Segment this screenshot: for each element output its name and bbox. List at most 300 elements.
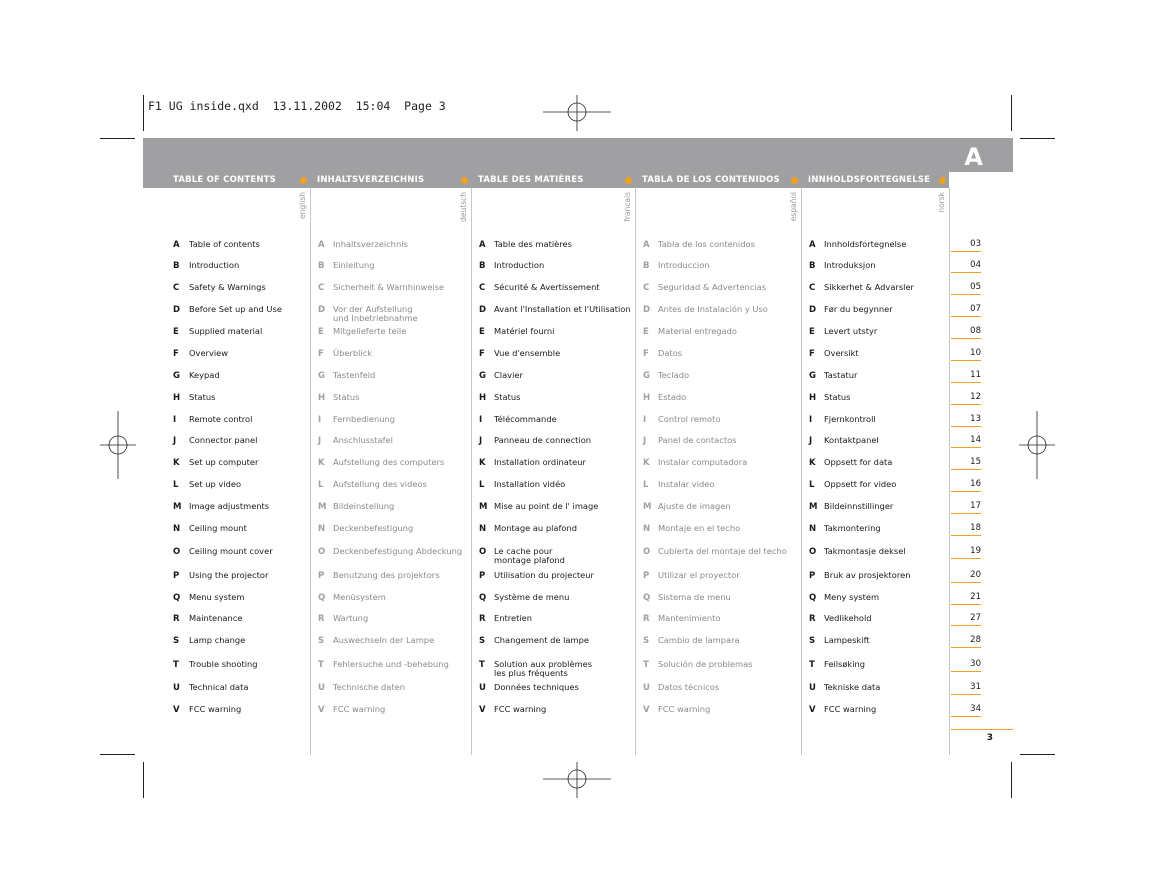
page-reference[interactable]	[951, 457, 981, 470]
file-slug: F1 UG inside.qxd 13.11.2002 15:04 Page 3	[148, 99, 446, 113]
page-reference[interactable]	[951, 635, 981, 648]
entry-title: FCC warning	[189, 704, 242, 714]
entry-letter: E	[643, 327, 649, 337]
entry-letter: V	[643, 705, 650, 715]
entry-title: Mise au point de l' image	[494, 501, 599, 511]
entry-letter: P	[643, 571, 650, 581]
entry-letter: L	[479, 480, 485, 490]
page-reference[interactable]	[951, 501, 981, 514]
entry-title: Überblick	[333, 348, 373, 358]
page-reference-number: 04	[970, 260, 981, 270]
entry-title: Tekniske data	[824, 682, 881, 692]
page-number	[951, 729, 1013, 743]
entry-title: Technical data	[189, 682, 249, 692]
entry-title: Status	[189, 392, 216, 402]
entry-title: Bruk av prosjektoren	[824, 570, 911, 580]
page-reference[interactable]	[951, 479, 981, 492]
entry-title: Changement de lampe	[494, 635, 589, 645]
page-reference-number: 27	[970, 613, 981, 623]
entry-letter: M	[173, 502, 182, 512]
entry-title: Sistema de menu	[658, 592, 731, 602]
entry-letter: U	[173, 683, 180, 693]
entry-title: Instalar computadora	[658, 457, 748, 467]
entry-letter: O	[479, 547, 487, 557]
page-number-text: 3	[986, 733, 993, 743]
entry-title: Instalar video	[658, 479, 715, 489]
entry-title: Clavier	[494, 370, 523, 380]
page-reference-number: 28	[970, 635, 981, 645]
entry-letter: D	[318, 305, 326, 315]
bullet-dot-icon	[625, 177, 632, 184]
entry-title: Système de menu	[494, 592, 570, 602]
entry-title: Wartung	[333, 613, 369, 623]
entry-letter: B	[809, 261, 816, 271]
entry-letter: R	[173, 614, 180, 624]
page-reference-number: 05	[970, 282, 981, 292]
entry-letter: P	[173, 571, 180, 581]
entry-letter: E	[479, 327, 485, 337]
entry-title: Table of contents	[189, 239, 260, 249]
entry-letter: T	[479, 660, 485, 670]
page-reference[interactable]	[951, 592, 981, 605]
entry-letter: V	[173, 705, 180, 715]
entry-letter: N	[318, 524, 326, 534]
entry-letter: N	[643, 524, 651, 534]
entry-letter: I	[809, 415, 813, 425]
page-reference-number: 31	[970, 682, 981, 692]
entry-title: Sicherheit & Warnhinweise	[333, 282, 445, 292]
entry-title: Données techniques	[494, 682, 579, 692]
section-letter: A	[964, 143, 983, 171]
crop-mark	[1011, 762, 1012, 798]
entry-title: Set up computer	[189, 457, 259, 467]
entry-title: Cubierta del montaje del techo	[658, 546, 787, 556]
entry-title: Bildeinnstillinger	[824, 501, 894, 511]
column-header-title: INHALTSVERZEICHNIS	[317, 175, 425, 185]
entry-letter: D	[173, 305, 181, 315]
column-header-title: TABLE DES MATIÈRES	[478, 175, 584, 185]
entry-letter: T	[809, 660, 815, 670]
entry-letter: U	[318, 683, 325, 693]
page-reference-number: 03	[970, 239, 981, 249]
page-reference[interactable]	[951, 704, 981, 717]
page-reference[interactable]	[951, 414, 981, 427]
entry-title: Anschlusstafel	[333, 435, 393, 445]
entry-title: Ajuste de imagen	[658, 501, 731, 511]
entry-letter: T	[173, 660, 179, 670]
entry-letter: J	[479, 436, 483, 446]
entry-letter: L	[318, 480, 324, 490]
entry-title: Datos	[658, 348, 683, 358]
entry-letter: F	[173, 349, 179, 359]
entry-letter: V	[318, 705, 325, 715]
entry-letter: B	[643, 261, 650, 271]
entry-title: Menüsystem	[333, 592, 386, 602]
entry-title: Oversikt	[824, 348, 859, 358]
entry-letter: Q	[643, 593, 651, 603]
entry-title: Før du begynner	[824, 304, 893, 314]
entry-letter: V	[809, 705, 816, 715]
entry-letter: P	[479, 571, 486, 581]
entry-title: Tastatur	[824, 370, 858, 380]
entry-letter: R	[809, 614, 816, 624]
entry-letter: T	[643, 660, 649, 670]
entry-title: Before Set up and Use	[189, 304, 282, 314]
entry-letter: R	[479, 614, 486, 624]
entry-title: Avant l'Installation et l'Utilisation	[494, 304, 631, 314]
entry-letter: Q	[809, 593, 817, 603]
entry-letter: C	[643, 283, 650, 293]
entry-title: Fernbedienung	[333, 414, 396, 424]
bullet-dot-icon	[791, 177, 798, 184]
page-reference[interactable]	[951, 523, 981, 536]
entry-title: Menu system	[189, 592, 245, 602]
entry-title: Introduccion	[658, 260, 710, 270]
entry-letter: K	[318, 458, 325, 468]
entry-letter: E	[318, 327, 324, 337]
registration-mark-icon	[543, 762, 611, 798]
column-header	[310, 172, 471, 188]
entry-letter: B	[318, 261, 325, 271]
page-reference-number: 17	[970, 501, 981, 511]
entry-letter: G	[318, 371, 325, 381]
page-reference-number: 16	[970, 479, 981, 489]
entry-letter: S	[479, 636, 486, 646]
page-reference-number: 34	[970, 704, 981, 714]
entry-title: Datos técnicos	[658, 682, 720, 692]
entry-title: Lampeskift	[824, 635, 870, 645]
entry-letter: C	[479, 283, 486, 293]
entry-title: Status	[494, 392, 521, 402]
entry-title: Fehlersuche und -behebung	[333, 659, 449, 669]
entry-letter: O	[173, 547, 181, 557]
entry-letter: J	[643, 436, 647, 446]
entry-letter: K	[809, 458, 816, 468]
entry-letter: P	[318, 571, 325, 581]
bullet-dot-icon	[300, 177, 307, 184]
column-divider	[801, 188, 802, 755]
entry-title: Installation ordinateur	[494, 457, 586, 467]
registration-mark-icon	[543, 95, 611, 131]
entry-letter: M	[318, 502, 327, 512]
entry-title: Teclado	[658, 370, 690, 380]
entry-letter: L	[643, 480, 649, 490]
entry-title: Oppsett for video	[824, 479, 897, 489]
entry-title: FCC warning	[494, 704, 547, 714]
crop-mark	[1020, 138, 1055, 139]
entry-letter: N	[479, 524, 487, 534]
entry-letter: G	[643, 371, 650, 381]
crop-mark	[1020, 754, 1055, 755]
entry-title: Inhaltsverzeichnis	[333, 239, 408, 249]
entry-title: Panel de contactos	[658, 435, 737, 445]
entry-letter: F	[809, 349, 815, 359]
page-reference[interactable]	[951, 326, 981, 339]
entry-title: Introduction	[494, 260, 545, 270]
entry-title: Feilsøking	[824, 659, 866, 669]
entry-title: Status	[333, 392, 360, 402]
entry-letter: H	[643, 393, 651, 403]
entry-letter: F	[643, 349, 649, 359]
language-label: francais	[623, 192, 632, 222]
entry-title: Mantenimiento	[658, 613, 721, 623]
page-reference[interactable]	[951, 435, 981, 448]
entry-letter: N	[173, 524, 181, 534]
entry-letter: Q	[173, 593, 181, 603]
entry-letter: H	[479, 393, 487, 403]
crop-mark	[143, 95, 144, 131]
entry-letter: K	[173, 458, 180, 468]
entry-letter: M	[809, 502, 818, 512]
entry-letter: F	[479, 349, 485, 359]
column-header	[471, 172, 635, 188]
entry-title: Technische daten	[333, 682, 405, 692]
entry-title: Deckenbefestigung Abdeckung	[333, 546, 463, 556]
entry-title: Trouble shooting	[189, 659, 258, 669]
entry-letter: O	[318, 547, 326, 557]
entry-title: Safety & Warnings	[189, 282, 266, 292]
entry-title: Levert utstyr	[824, 326, 878, 336]
entry-letter: D	[643, 305, 651, 315]
entry-title: Set up video	[189, 479, 242, 489]
entry-title: Vor der Aufstellung und Inbetriebnahme	[333, 304, 418, 323]
entry-title: Remote control	[189, 414, 253, 424]
entry-title: Control remoto	[658, 414, 721, 424]
entry-letter: A	[809, 240, 816, 250]
entry-title: Keypad	[189, 370, 220, 380]
entry-title: Deckenbefestigung	[333, 523, 414, 533]
entry-letter: I	[643, 415, 647, 425]
entry-title: Takmontasje deksel	[824, 546, 906, 556]
entry-letter: M	[643, 502, 652, 512]
entry-letter: O	[809, 547, 817, 557]
column-header	[143, 172, 310, 188]
entry-letter: A	[643, 240, 650, 250]
entry-title: Panneau de connection	[494, 435, 592, 445]
entry-title: Introduction	[189, 260, 240, 270]
entry-letter: Q	[479, 593, 487, 603]
entry-letter: U	[809, 683, 816, 693]
entry-letter: P	[809, 571, 816, 581]
entry-title: Solution aux problèmes les plus fréquents	[494, 659, 593, 678]
page-reference-number: 15	[970, 457, 981, 467]
entry-title: Solución de problemas	[658, 659, 753, 669]
entry-title: Entretien	[494, 613, 533, 623]
entry-title: Table des matières	[494, 239, 572, 249]
entry-title: Vedlikehold	[824, 613, 872, 623]
entry-letter: U	[479, 683, 486, 693]
entry-title: Ceiling mount	[189, 523, 247, 533]
column-header-title: TABLA DE LOS CONTENIDOS	[642, 175, 780, 185]
entry-letter: H	[318, 393, 326, 403]
entry-letter: K	[643, 458, 650, 468]
language-label: deutsch	[459, 192, 468, 222]
page-reference-number: 18	[970, 523, 981, 533]
column-divider	[635, 188, 636, 755]
entry-title: Einleitung	[333, 260, 375, 270]
entry-title: Utilisation du projecteur	[494, 570, 594, 580]
entry-title: Meny system	[824, 592, 880, 602]
page-reference-number: 07	[970, 304, 981, 314]
entry-letter: J	[173, 436, 177, 446]
entry-letter: Q	[318, 593, 326, 603]
entry-title: Tastenfeld	[333, 370, 376, 380]
page-reference-number: 11	[970, 370, 981, 380]
entry-letter: S	[318, 636, 325, 646]
page-reference-number: 13	[970, 414, 981, 424]
entry-letter: S	[173, 636, 180, 646]
section-banner	[143, 138, 1013, 172]
column-header-title: INNHOLDSFORTEGNELSE	[808, 175, 931, 185]
entry-title: Fjernkontroll	[824, 414, 876, 424]
entry-letter: J	[318, 436, 322, 446]
entry-letter: G	[809, 371, 816, 381]
entry-title: Aufstellung des computers	[333, 457, 445, 467]
entry-letter: E	[809, 327, 815, 337]
page-reference-number: 14	[970, 435, 981, 445]
entry-title: Auswechseln der Lampe	[333, 635, 435, 645]
bullet-dot-icon	[939, 177, 946, 184]
entry-title: Sécurité & Avertissement	[494, 282, 600, 292]
entry-letter: O	[643, 547, 651, 557]
crop-mark	[100, 138, 135, 139]
entry-title: Télécommande	[494, 414, 557, 424]
page-reference-number: 08	[970, 326, 981, 336]
entry-letter: I	[479, 415, 483, 425]
entry-letter: B	[479, 261, 486, 271]
entry-title: Introduksjon	[824, 260, 876, 270]
entry-letter: A	[318, 240, 325, 250]
entry-letter: I	[173, 415, 177, 425]
entry-letter: R	[318, 614, 325, 624]
page-reference-number: 10	[970, 348, 981, 358]
entry-title: Oppsett for data	[824, 457, 893, 467]
page-reference-number: 21	[970, 592, 981, 602]
entry-title: Bildeinstellung	[333, 501, 395, 511]
page-reference[interactable]	[951, 260, 981, 273]
registration-mark-icon	[1019, 411, 1055, 479]
crop-mark	[1011, 95, 1012, 131]
page-reference[interactable]	[951, 392, 981, 405]
entry-title: Seguridad & Advertencias	[658, 282, 767, 292]
column-header-title: TABLE OF CONTENTS	[173, 175, 276, 185]
entry-title: Utilizar el proyector	[658, 570, 740, 580]
page-reference-number: 30	[970, 659, 981, 669]
entry-letter: L	[809, 480, 815, 490]
entry-letter: N	[809, 524, 817, 534]
entry-letter: G	[173, 371, 180, 381]
page-reference[interactable]	[951, 613, 981, 626]
entry-title: FCC warning	[658, 704, 711, 714]
entry-title: Using the projector	[189, 570, 269, 580]
entry-letter: R	[643, 614, 650, 624]
entry-letter: B	[173, 261, 180, 271]
page-reference[interactable]	[951, 282, 981, 295]
entry-letter: J	[809, 436, 813, 446]
entry-title: Benutzung des projektors	[333, 570, 440, 580]
entry-letter: C	[318, 283, 325, 293]
entry-title: Overview	[189, 348, 229, 358]
entry-title: Aufstellung des videos	[333, 479, 427, 489]
entry-letter: G	[479, 371, 486, 381]
entry-title: Estado	[658, 392, 687, 402]
entry-letter: H	[809, 393, 817, 403]
bullet-dot-icon	[461, 177, 468, 184]
entry-title: Antes de Instalación y Uso	[658, 304, 768, 314]
crop-mark	[143, 762, 144, 798]
language-label: english	[298, 192, 307, 219]
entry-letter: M	[479, 502, 488, 512]
entry-letter: A	[479, 240, 486, 250]
column-header	[801, 172, 949, 188]
entry-letter: U	[643, 683, 650, 693]
entry-title: Matériel fourni	[494, 326, 555, 336]
page-reference[interactable]	[951, 239, 981, 252]
entry-title: FCC warning	[824, 704, 877, 714]
entry-title: FCC warning	[333, 704, 386, 714]
entry-letter: I	[318, 415, 322, 425]
entry-letter: V	[479, 705, 486, 715]
language-label: español	[789, 192, 798, 222]
column-divider	[471, 188, 472, 755]
entry-title: Maintenance	[189, 613, 243, 623]
page-reference[interactable]	[951, 570, 981, 583]
page-reference-number: 12	[970, 392, 981, 402]
entry-letter: F	[318, 349, 324, 359]
entry-letter: C	[173, 283, 180, 293]
page-reference[interactable]	[951, 659, 981, 672]
crop-mark	[100, 754, 135, 755]
entry-letter: S	[809, 636, 816, 646]
column-divider	[310, 188, 311, 755]
entry-title: Connector panel	[189, 435, 258, 445]
entry-title: Image adjustments	[189, 501, 270, 511]
entry-title: Installation vidéo	[494, 479, 566, 489]
page-reference[interactable]	[951, 546, 981, 559]
entry-title: Ceiling mount cover	[189, 546, 273, 556]
entry-letter: L	[173, 480, 179, 490]
entry-title: Montage au plafond	[494, 523, 577, 533]
page-reference[interactable]	[951, 370, 981, 383]
entry-title: Vue d'ensemble	[494, 348, 561, 358]
entry-letter: H	[173, 393, 181, 403]
entry-title: Tabla de los contenidos	[658, 239, 755, 249]
entry-letter: C	[809, 283, 816, 293]
entry-title: Sikkerhet & Advarsler	[824, 282, 914, 292]
column-divider	[949, 188, 950, 755]
entry-title: Supplied material	[189, 326, 263, 336]
language-label: norsk	[937, 192, 946, 213]
page-reference[interactable]	[951, 348, 981, 361]
entry-title: Kontaktpanel	[824, 435, 879, 445]
entry-letter: D	[479, 305, 487, 315]
column-header	[635, 172, 801, 188]
entry-title: Innholdsfortegnelse	[824, 239, 907, 249]
page-reference[interactable]	[951, 682, 981, 695]
page-reference-number: 19	[970, 546, 981, 556]
entry-title: Lamp change	[189, 635, 246, 645]
entry-letter: S	[643, 636, 650, 646]
entry-title: Le cache pour montage plafond	[494, 546, 565, 565]
page-reference[interactable]	[951, 304, 981, 317]
entry-title: Cambio de lampara	[658, 635, 740, 645]
entry-title: Status	[824, 392, 851, 402]
entry-title: Takmontering	[824, 523, 881, 533]
entry-title: Montaje en el techo	[658, 523, 741, 533]
entry-letter: E	[173, 327, 179, 337]
entry-letter: T	[318, 660, 324, 670]
registration-mark-icon	[100, 411, 136, 479]
